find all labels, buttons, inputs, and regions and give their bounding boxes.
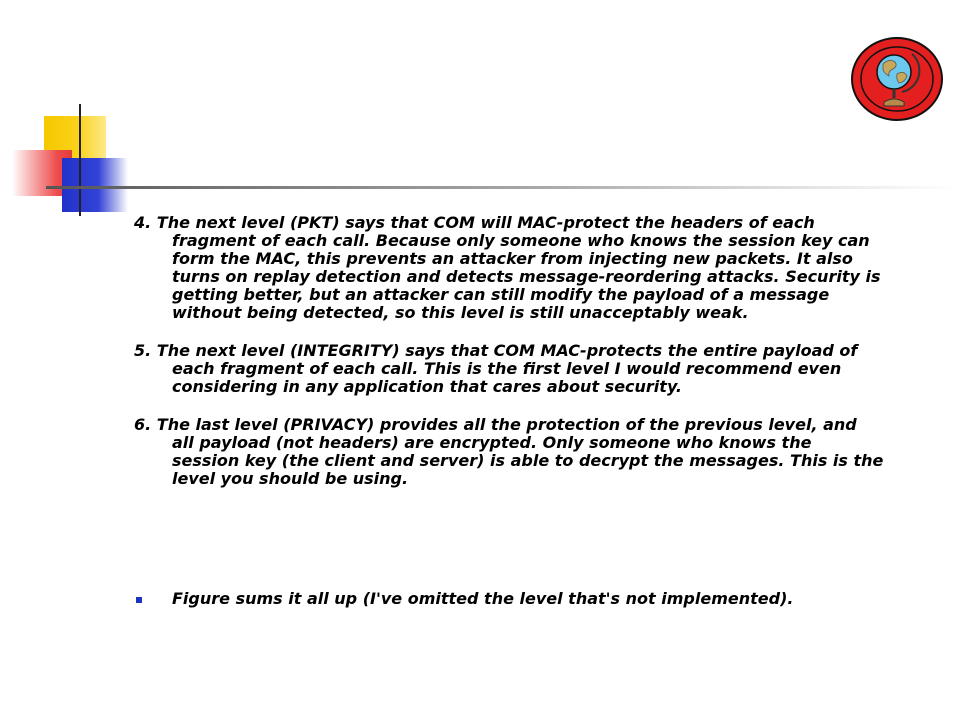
globe-icon [850,36,944,122]
decor-blue-square [62,158,128,212]
square-bullet-icon [136,597,142,603]
bullet-text: Figure sums it all up (I've omitted the level that's not implemented). [172,589,794,608]
paragraph-privacy-level: 6. The last level (PRIVACY) provides all the protection of the previous level, and all payload (not headers) are encrypted. Only someone who knows the session key (the client and server) is able to decrypt the messages. This is the level you should be using. [134,415,884,488]
paragraph-pkt-level: 4. The next level (PKT) says that COM will MAC-protect the headers of each fragment of each call. Because only someone who knows the session key can form the MAC, this prevents an attacker from injecting new packets. It also turns on replay detection and detects message-reordering attacks. Security is getting better, but an attacker can still modify the payload of a message without being detected, so this level is still unacceptably weak. [134,213,881,322]
decor-vertical-line [79,104,81,216]
paragraph-integrity-level: 5. The next level (INTEGRITY) says that COM MAC-protects the entire payload of each fragment of each call. This is the first level I would recommend even considering in any application that cares about security. [134,341,858,396]
title-divider-line [46,186,958,189]
slide-body [134,214,884,508]
